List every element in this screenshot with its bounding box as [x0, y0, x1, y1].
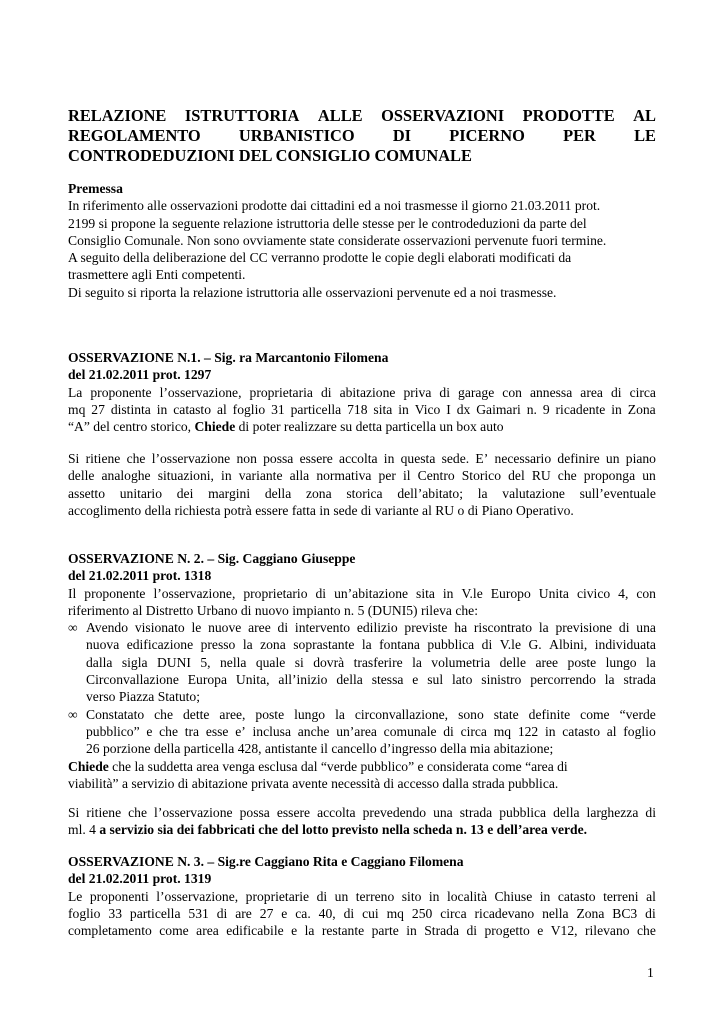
paragraph-line: “A” del centro storico, Chiede di poter realizzare su detta particella un box auto [68, 419, 504, 435]
observation-heading: OSSERVAZIONE N. 2. – Sig. Caggiano Giuseppe [68, 551, 356, 566]
observation-heading: OSSERVAZIONE N. 3. – Sig.re Caggiano Rita e Caggiano Filomena [68, 854, 464, 869]
observation-3 [68, 853, 656, 939]
bullet-line: Constatato che dette aree, poste lungo la circonvallazione, sono state definite come “verde [86, 706, 656, 722]
observation-date: del 21.02.2011 prot. 1318 [68, 568, 212, 584]
paragraph-line: Chiede che la suddetta area venga esclusa dal “verde pubblico” e considerata come “area di [68, 758, 568, 774]
reply-line: ml. 4 a servizio sia dei fabbricati che del lotto previsto nella scheda n. 13 e dell’area verde. [68, 822, 588, 838]
reply-line: assetto unitario dei margini della zona storica dell’abitato; la valutazione sull’eventuale [68, 485, 656, 501]
observation-heading: OSSERVAZIONE N.1. – Sig. ra Marcantonio Filomena [68, 350, 389, 365]
paragraph-line: viabilità” a servizio di abitazione privata avente necessità di accesso dalla strada pubblica. [68, 775, 559, 791]
paragraph-line: Il proponente l’osservazione, proprietario di un’abitazione sita in V.le Europo Unita civico 4, con [68, 585, 656, 601]
title-word: ISTRUTTORIA [184, 106, 300, 125]
premessa-heading: Premessa [68, 181, 123, 196]
page-number: 1 [647, 965, 654, 980]
title-word: AL [633, 106, 656, 125]
title-word: RELAZIONE [68, 106, 167, 125]
title-word: PER [563, 126, 596, 145]
observation-date: del 21.02.2011 prot. 1297 [68, 367, 212, 383]
bullet-item-2 [68, 706, 656, 758]
title-word: REGOLAMENTO [68, 126, 201, 145]
premessa-line: In riferimento alle osservazioni prodotte dai cittadini ed a noi trasmesse il giorno 21.03.2011 prot. [68, 198, 601, 214]
reply-line: delle analoghe situazioni, in variante alla normativa per il Centro Storico del RU che proponga un [68, 468, 656, 484]
bullet-icon: ∞ [68, 620, 78, 636]
bullet-item-1 [68, 619, 656, 705]
bullet-line: pubblico” e che tra esse e’ inclusa anche un’area comunale di circa mq 122 in catasto al foglio [86, 723, 656, 739]
document-title [68, 106, 656, 166]
bullet-line: 26 porzione della particella 428, antistante il cancello d’ingresso della mia abitazione; [86, 741, 554, 757]
title-word: LE [634, 126, 656, 145]
observation-1 [68, 349, 656, 435]
observation-2 [68, 550, 656, 792]
bullet-line: verso Piazza Statuto; [86, 689, 201, 705]
bullet-line: Avendo visionato le nuove aree di intervento edilizio previste ha riscontrato la previsione di una [86, 620, 656, 636]
title-word: URBANISTICO [238, 126, 355, 145]
paragraph-line: completamento come area edificabile e la restante parte in Strada di progetto e V12, rilevano che [68, 923, 656, 939]
observation-date: del 21.02.2011 prot. 1319 [68, 871, 212, 887]
bullet-line: dalla sigla DUNI 5, nella quale si dovrà trasferire la volumetria delle aree poste lungo la [86, 654, 656, 670]
title-line-3: CONTRODEDUZIONI DEL CONSIGLIO COMUNALE [68, 146, 472, 165]
paragraph-line: Le proponenti l’osservazione, proprietarie di un terreno sito in località Chiuse in catasto terreni al [68, 888, 656, 904]
chiede-keyword: Chiede [68, 758, 109, 774]
title-word: DI [392, 126, 412, 145]
title-word: PRODOTTE [522, 106, 615, 125]
bullet-line: nuova edificazione presso la zona soprastante la fontana pubblica di V.le G. Albini, individuata [86, 637, 656, 653]
bullet-icon: ∞ [68, 706, 78, 722]
paragraph-line: mq 27 distinta in catasto al foglio 31 particella 718 sita in Vico I dx Gaimari n. 9 ricadente in Zona [68, 401, 656, 417]
reply-line: Si ritiene che l’osservazione possa essere accolta prevedendo una strada pubblica della larghezza di [68, 805, 656, 820]
reply-line: Si ritiene che l’osservazione non possa essere accolta in questa sede. E’ necessario definire un piano [68, 451, 656, 466]
chiede-keyword: Chiede [194, 419, 236, 435]
paragraph-line: riferimento al Distretto Urbano di nuovo impianto n. 5 (DUNI5) rileva che: [68, 602, 478, 618]
title-word: PICERNO [449, 126, 525, 145]
premessa-line: Di seguito si riporta la relazione istruttoria alle osservazioni pervenute ed a noi trasmesse. [68, 284, 557, 300]
premessa-line: trasmettere agli Enti competenti. [68, 267, 246, 283]
observation-2-reply [68, 804, 656, 839]
premessa-line: 2199 si propone la seguente relazione istruttoria delle stesse per le controdeduzioni da parte del [68, 215, 587, 231]
reply-line: accoglimento della richiesta potrà essere fatta in sede di variante al RU o di Piano Operativo. [68, 502, 574, 518]
title-word: OSSERVAZIONI [381, 106, 505, 125]
bullet-line: Circonvallazione Europa Unita, all’inizio della stessa e sul lato sinistro percorrendo la strada [86, 672, 656, 688]
reply-bold-text: a servizio sia dei fabbricati che del lotto previsto nella scheda n. 13 e dell’area verde. [99, 822, 588, 838]
title-word: ALLE [317, 106, 363, 125]
premessa-line: Consiglio Comunale. Non sono ovviamente state considerate osservazioni pervenute fuori termine. [68, 232, 607, 248]
paragraph-line: foglio 33 particella 531 di are 27 e ca. 40, di cui mq 250 circa ricadevano nella Zona BC3 di [68, 905, 656, 921]
premessa-line: A seguito della deliberazione del CC verranno prodotte le copie degli elaborati modificati da [68, 250, 572, 266]
title-line-2 [68, 126, 656, 146]
title-line-1 [68, 106, 656, 126]
paragraph-line: La proponente l’osservazione, proprietaria di abitazione priva di garage con annessa area di circa [68, 384, 656, 400]
premessa-section [68, 180, 656, 301]
observation-1-reply [68, 450, 656, 519]
